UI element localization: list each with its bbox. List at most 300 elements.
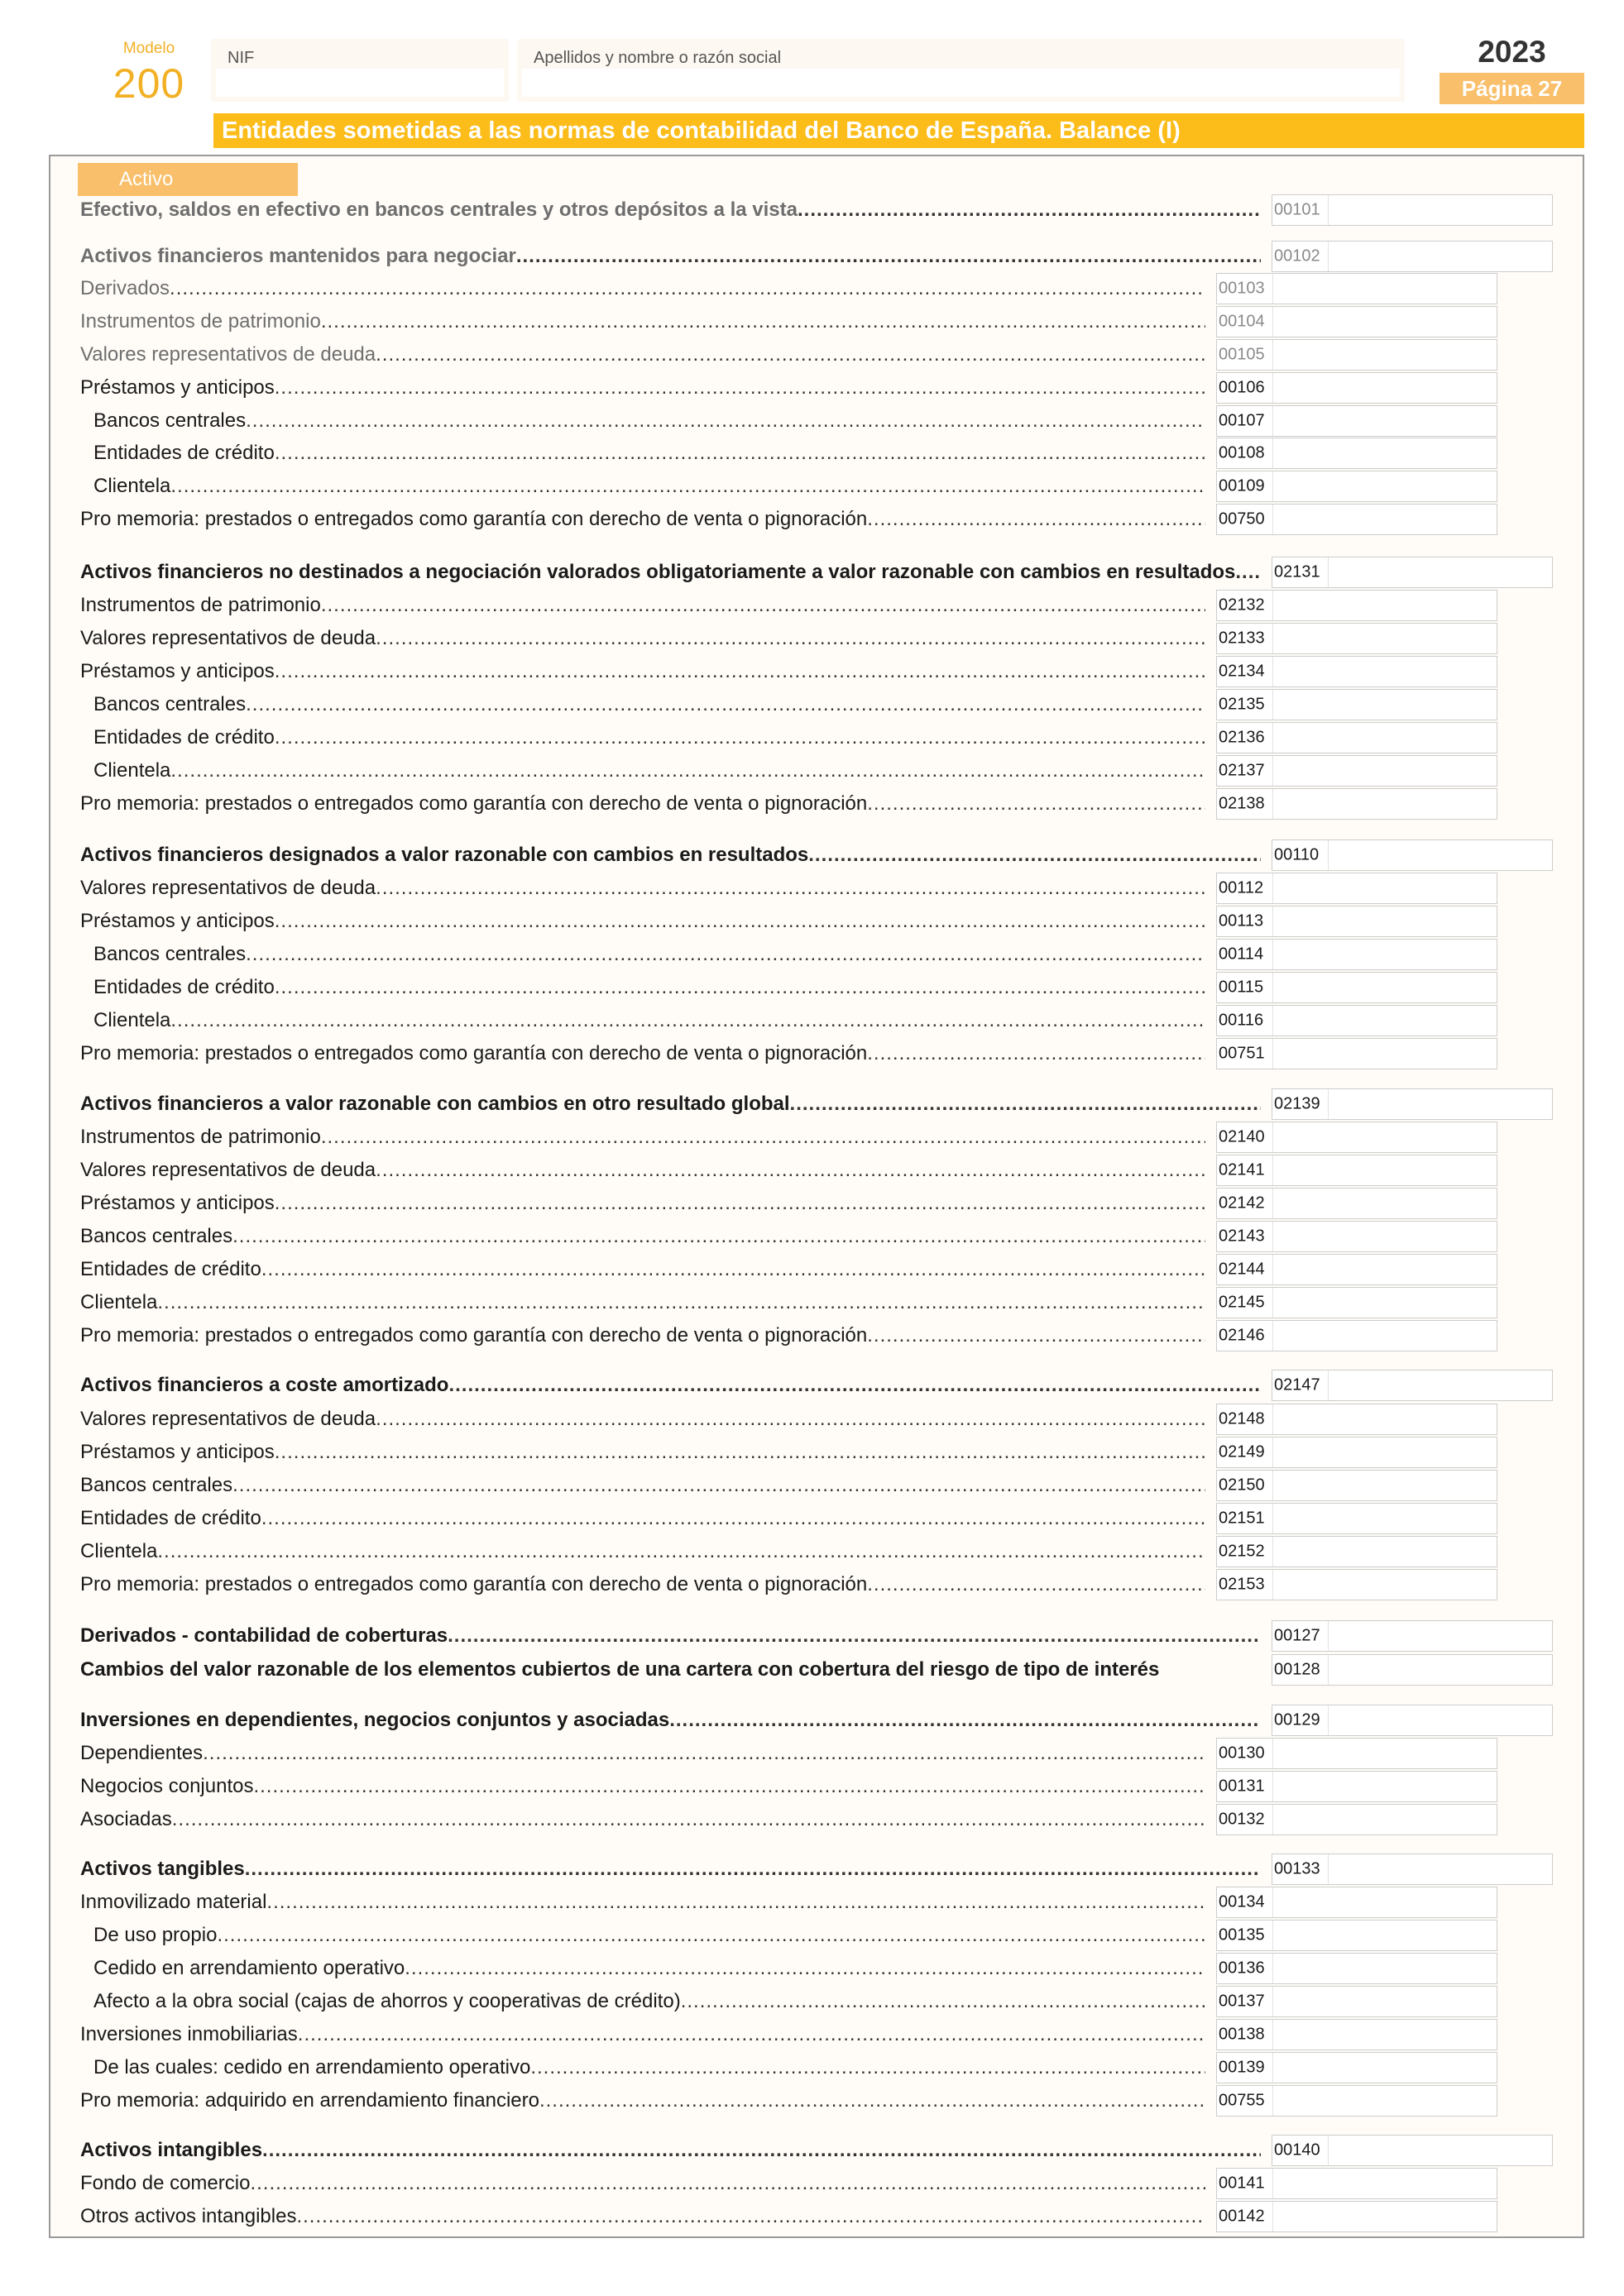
amount-input-02142[interactable] xyxy=(1272,1189,1497,1218)
form-row-00105 xyxy=(50,339,1584,371)
box-code: 00105 xyxy=(1219,345,1265,364)
row-label-text: Fondo de comercio xyxy=(80,2172,251,2194)
row-label xyxy=(93,409,1205,433)
box-code: 02135 xyxy=(1219,695,1265,714)
nif-box xyxy=(211,39,509,102)
row-label xyxy=(80,844,1261,867)
dot-leader xyxy=(790,1093,1261,1116)
amount-input-02134[interactable] xyxy=(1272,657,1497,686)
box-code: 02147 xyxy=(1274,1375,1320,1394)
row-label-text: De las cuales: cedido en arrendamiento operativo xyxy=(93,2056,531,2078)
row-label xyxy=(80,1192,1205,1215)
dot-leader xyxy=(170,759,1205,782)
dot-leader xyxy=(321,1126,1205,1149)
row-label xyxy=(80,1291,1205,1314)
form-row-00110 xyxy=(50,839,1584,871)
box-code: 00130 xyxy=(1219,1744,1265,1763)
form-row-02149 xyxy=(50,1437,1584,1468)
form-row-02151 xyxy=(50,1503,1584,1534)
row-label-text: Entidades de crédito xyxy=(93,726,275,749)
dot-leader xyxy=(867,1324,1205,1347)
dot-leader xyxy=(867,792,1205,816)
row-label-text: Valores representativos de deuda xyxy=(80,1408,376,1430)
form-row-00113 xyxy=(50,906,1584,937)
row-label-text: Bancos centrales xyxy=(93,693,247,715)
amount-input-02153[interactable] xyxy=(1272,1570,1497,1600)
row-label xyxy=(93,976,1205,999)
dot-leader xyxy=(376,1159,1205,1182)
form-row-00138 xyxy=(50,2019,1584,2050)
row-label-text: Dependientes xyxy=(80,1742,204,1764)
box-code: 00131 xyxy=(1219,1777,1265,1796)
box-code: 02134 xyxy=(1219,662,1265,681)
amount-input-02143[interactable] xyxy=(1272,1222,1497,1251)
box-code: 00755 xyxy=(1219,2091,1265,2110)
row-label-text: Valores representativos de deuda xyxy=(80,1159,376,1181)
row-label-text: Préstamos y anticipos xyxy=(80,660,275,682)
row-label xyxy=(80,2089,1205,2112)
box-code: 02133 xyxy=(1219,629,1265,648)
form-row-02153 xyxy=(50,1569,1584,1600)
row-label-text: Clientela xyxy=(93,759,171,782)
form-row-00131 xyxy=(50,1771,1584,1802)
row-label xyxy=(80,561,1261,584)
amount-input-02152[interactable] xyxy=(1272,1537,1497,1567)
row-label xyxy=(80,1159,1205,1182)
form-row-02142 xyxy=(50,1188,1584,1219)
row-label-text: Entidades de crédito xyxy=(93,976,275,998)
name-input[interactable] xyxy=(522,69,1400,97)
row-label-text: Pro memoria: prestados o entregados como garantía con derecho de venta o pignoración xyxy=(80,1324,868,1347)
row-label-text: Derivados - contabilidad de coberturas xyxy=(80,1624,448,1647)
amount-input-02135[interactable] xyxy=(1272,690,1497,720)
row-label xyxy=(93,1924,1205,1947)
row-label-text: Instrumentos de patrimonio xyxy=(80,1126,321,1148)
amount-input-00106[interactable] xyxy=(1272,373,1497,403)
form-row-02143 xyxy=(50,1221,1584,1252)
form-row-02146 xyxy=(50,1320,1584,1351)
form-row-00106 xyxy=(50,372,1584,404)
row-label xyxy=(80,877,1205,900)
amount-input-02140[interactable] xyxy=(1272,1122,1497,1152)
page-number-badge: Página 27 xyxy=(1440,73,1584,104)
amount-input-00108[interactable] xyxy=(1272,438,1497,468)
amount-input-00133[interactable] xyxy=(1328,1854,1552,1884)
box-code: 00142 xyxy=(1219,2207,1265,2226)
row-label xyxy=(80,1624,1261,1648)
row-label-text: Efectivo, saldos en efectivo en bancos centrales y otros depósitos a la vista xyxy=(80,199,798,221)
amount-input-00116[interactable] xyxy=(1272,1006,1497,1036)
box-code: 02145 xyxy=(1219,1293,1265,1312)
row-label xyxy=(80,1742,1205,1765)
form-row-00104 xyxy=(50,306,1584,337)
dot-leader xyxy=(170,475,1205,498)
row-label-text: Pro memoria: adquirido en arrendamiento financiero xyxy=(80,2089,539,2112)
form-row-02133 xyxy=(50,623,1584,654)
row-label xyxy=(80,508,1205,531)
dot-leader xyxy=(376,627,1205,650)
dot-leader xyxy=(172,1808,1205,1831)
box-code: 02141 xyxy=(1219,1160,1265,1179)
form-row-02148 xyxy=(50,1404,1584,1435)
modelo-label: Modelo xyxy=(122,40,175,57)
form-row-02145 xyxy=(50,1287,1584,1318)
amount-input-00136[interactable] xyxy=(1272,1954,1497,1983)
form-row-00109 xyxy=(50,471,1584,502)
box-code: 00140 xyxy=(1274,2141,1320,2160)
amount-input-02132[interactable] xyxy=(1272,591,1497,620)
amount-input-00128[interactable] xyxy=(1328,1655,1552,1685)
amount-input-02150[interactable] xyxy=(1272,1471,1497,1500)
row-label xyxy=(80,1891,1205,1914)
amount-input-00109[interactable] xyxy=(1272,471,1497,501)
row-label-text: Préstamos y anticipos xyxy=(80,1441,275,1463)
dot-leader xyxy=(275,376,1205,399)
amount-input-00102[interactable] xyxy=(1328,242,1552,271)
amount-input-02131[interactable] xyxy=(1328,557,1552,587)
dot-leader xyxy=(1235,561,1261,584)
row-label-text: Bancos centrales xyxy=(93,943,247,965)
row-label xyxy=(80,1775,1205,1798)
form-row-02140 xyxy=(50,1122,1584,1153)
box-code: 00109 xyxy=(1219,476,1265,495)
box-code: 00110 xyxy=(1274,845,1320,864)
form-row-00132 xyxy=(50,1804,1584,1835)
box-code: 02144 xyxy=(1219,1260,1265,1279)
amount-input-00127[interactable] xyxy=(1328,1621,1552,1651)
amount-input-00137[interactable] xyxy=(1272,1987,1497,2016)
row-label xyxy=(93,693,1205,716)
amount-input-00142[interactable] xyxy=(1272,2202,1497,2231)
nif-input[interactable] xyxy=(216,69,504,97)
amount-input-00110[interactable] xyxy=(1328,840,1552,870)
dot-leader xyxy=(157,1291,1205,1314)
form-row-00751 xyxy=(50,1038,1584,1069)
dot-leader xyxy=(275,910,1205,933)
balance-form xyxy=(49,155,1584,2238)
form-row-02141 xyxy=(50,1155,1584,1186)
form-row-02132 xyxy=(50,590,1584,621)
amount-input-00114[interactable] xyxy=(1272,940,1497,969)
amount-input-02148[interactable] xyxy=(1272,1404,1497,1434)
box-code: 00134 xyxy=(1219,1892,1265,1911)
form-row-00140 xyxy=(50,2135,1584,2166)
dot-leader xyxy=(157,1540,1205,1563)
dot-leader xyxy=(867,1042,1205,1065)
row-label xyxy=(80,1258,1205,1281)
row-label xyxy=(80,1808,1205,1831)
name-box xyxy=(517,39,1405,102)
amount-input-02136[interactable] xyxy=(1272,723,1497,753)
row-label xyxy=(80,277,1205,300)
form-row-00142 xyxy=(50,2201,1584,2232)
row-label xyxy=(80,792,1205,816)
box-code: 00115 xyxy=(1219,978,1264,997)
dot-leader xyxy=(808,844,1261,867)
row-label-text: Inmovilizado material xyxy=(80,1891,267,1913)
dot-leader xyxy=(321,310,1205,333)
row-label-text: Derivados xyxy=(80,277,170,299)
dot-leader xyxy=(798,199,1261,222)
row-label-text: Instrumentos de patrimonio xyxy=(80,310,321,332)
dot-leader xyxy=(203,1742,1205,1765)
amount-input-00101[interactable] xyxy=(1328,195,1552,225)
box-code: 00132 xyxy=(1219,1810,1265,1829)
dot-leader xyxy=(275,726,1205,749)
amount-input-02137[interactable] xyxy=(1272,756,1497,786)
dot-leader xyxy=(261,1507,1205,1530)
box-code: 02148 xyxy=(1219,1409,1265,1428)
box-code: 00139 xyxy=(1219,2058,1265,2077)
form-row-02150 xyxy=(50,1470,1584,1501)
dot-leader xyxy=(253,1775,1205,1798)
amount-input-02133[interactable] xyxy=(1272,624,1497,653)
box-code: 00133 xyxy=(1274,1859,1320,1878)
form-row-00112 xyxy=(50,873,1584,904)
form-row-00141 xyxy=(50,2168,1584,2199)
amount-input-00138[interactable] xyxy=(1272,2020,1497,2050)
row-label xyxy=(80,1225,1205,1248)
dot-leader xyxy=(232,1225,1205,1248)
row-label-text: Negocios conjuntos xyxy=(80,1775,254,1797)
box-code: 00103 xyxy=(1219,279,1265,298)
amount-input-00131[interactable] xyxy=(1272,1772,1497,1801)
amount-input-00112[interactable] xyxy=(1272,873,1497,903)
row-label-text: Entidades de crédito xyxy=(80,1507,261,1529)
amount-input-00113[interactable] xyxy=(1272,906,1497,936)
amount-input-02145[interactable] xyxy=(1272,1288,1497,1318)
dot-leader xyxy=(296,2205,1205,2228)
box-code: 02140 xyxy=(1219,1127,1265,1146)
row-label-text: Cambios del valor razonable de los elementos cubiertos de una cartera con cobertura del riesgo de tipo de interés xyxy=(80,1658,1160,1681)
row-label-text: Activos financieros a valor razonable con cambios en otro resultado global xyxy=(80,1093,790,1115)
dot-leader xyxy=(246,409,1205,433)
amount-input-00751[interactable] xyxy=(1272,1039,1497,1069)
row-label-text: Préstamos y anticipos xyxy=(80,376,275,399)
row-label-text: Inversiones inmobiliarias xyxy=(80,2023,298,2045)
box-code: 00114 xyxy=(1219,945,1264,964)
amount-input-02141[interactable] xyxy=(1272,1155,1497,1185)
form-row-00135 xyxy=(50,1920,1584,1951)
form-row-02147 xyxy=(50,1370,1584,1401)
dot-leader xyxy=(217,1924,1205,1947)
form-row-00136 xyxy=(50,1953,1584,1984)
form-row-00133 xyxy=(50,1854,1584,1885)
row-label-text: Cedido en arrendamiento operativo xyxy=(93,1957,405,1979)
row-label xyxy=(80,2139,1261,2162)
row-label-text: Entidades de crédito xyxy=(80,1258,261,1280)
row-label xyxy=(80,627,1205,650)
row-label-text: Activos financieros mantenidos para negociar xyxy=(80,245,516,267)
amount-input-00750[interactable] xyxy=(1272,505,1497,534)
form-row-00107 xyxy=(50,405,1584,437)
dot-leader xyxy=(275,660,1205,683)
row-label-text: Bancos centrales xyxy=(93,409,247,432)
box-code: 00751 xyxy=(1219,1044,1265,1063)
amount-input-02146[interactable] xyxy=(1272,1321,1497,1351)
box-code: 02131 xyxy=(1274,562,1320,581)
dot-leader xyxy=(232,1474,1205,1497)
box-code: 02151 xyxy=(1219,1509,1265,1528)
row-label xyxy=(80,1374,1261,1397)
dot-leader xyxy=(266,1891,1205,1914)
row-label xyxy=(80,1474,1205,1497)
box-code: 00104 xyxy=(1219,312,1265,331)
row-label xyxy=(80,1441,1205,1464)
row-label xyxy=(80,2023,1205,2046)
row-label xyxy=(80,1658,1261,1681)
row-label xyxy=(80,2205,1205,2228)
dot-leader xyxy=(405,1957,1205,1980)
amount-input-00130[interactable] xyxy=(1272,1739,1497,1768)
row-label xyxy=(80,1408,1205,1431)
amount-input-02149[interactable] xyxy=(1272,1437,1497,1467)
dot-leader xyxy=(376,1408,1205,1431)
form-row-00103 xyxy=(50,273,1584,304)
form-row-00750 xyxy=(50,504,1584,535)
dot-leader xyxy=(275,1192,1205,1215)
amount-input-02138[interactable] xyxy=(1272,789,1497,819)
dot-leader xyxy=(539,2089,1205,2112)
box-code: 00113 xyxy=(1219,911,1264,930)
dot-leader xyxy=(275,442,1205,465)
row-label xyxy=(93,1957,1205,1980)
form-row-00139 xyxy=(50,2052,1584,2083)
form-row-02139 xyxy=(50,1088,1584,1120)
amount-input-00141[interactable] xyxy=(1272,2169,1497,2198)
dot-leader xyxy=(170,1009,1205,1032)
section-tab-activo: Activo xyxy=(78,163,298,196)
row-label-text: Otros activos intangibles xyxy=(80,2205,297,2227)
row-label-text: Préstamos y anticipos xyxy=(80,910,275,932)
amount-input-00104[interactable] xyxy=(1272,307,1497,337)
amount-input-00140[interactable] xyxy=(1328,2136,1552,2165)
box-code: 00101 xyxy=(1274,200,1320,219)
row-label xyxy=(93,726,1205,749)
box-code: 02142 xyxy=(1219,1193,1265,1213)
form-row-02137 xyxy=(50,755,1584,787)
form-row-00116 xyxy=(50,1005,1584,1036)
dot-leader xyxy=(246,943,1205,966)
amount-input-02151[interactable] xyxy=(1272,1504,1497,1533)
row-label-text: Pro memoria: prestados o entregados como garantía con derecho de venta o pignoración xyxy=(80,508,868,530)
form-header xyxy=(0,0,1624,157)
row-label-text: Préstamos y anticipos xyxy=(80,1192,275,1214)
box-code: 00136 xyxy=(1219,1959,1265,1978)
box-code: 00750 xyxy=(1219,509,1265,529)
row-label xyxy=(80,910,1205,933)
row-label-text: Asociadas xyxy=(80,1808,172,1830)
amount-input-00135[interactable] xyxy=(1272,1921,1497,1950)
box-code: 00106 xyxy=(1219,378,1265,397)
form-row-00114 xyxy=(50,939,1584,970)
row-label-text: Valores representativos de deuda xyxy=(80,877,376,899)
form-row-02136 xyxy=(50,722,1584,753)
dot-leader xyxy=(275,976,1205,999)
row-label xyxy=(80,343,1205,366)
row-label xyxy=(93,943,1205,966)
amount-input-02139[interactable] xyxy=(1328,1089,1552,1119)
amount-input-00755[interactable] xyxy=(1272,2086,1497,2116)
form-row-02135 xyxy=(50,689,1584,720)
row-label-text: Clientela xyxy=(80,1291,158,1313)
box-code: 02152 xyxy=(1219,1542,1265,1561)
row-label xyxy=(80,1709,1261,1732)
row-label xyxy=(80,376,1205,399)
box-code: 00108 xyxy=(1219,443,1265,462)
amount-input-02147[interactable] xyxy=(1328,1370,1552,1400)
row-label xyxy=(80,1540,1205,1563)
amount-input-00129[interactable] xyxy=(1328,1705,1552,1735)
row-label xyxy=(80,1573,1205,1596)
dot-leader xyxy=(669,1709,1261,1732)
dot-leader xyxy=(867,1573,1205,1596)
dot-leader xyxy=(261,1258,1205,1281)
dot-leader xyxy=(516,245,1261,268)
box-code: 00107 xyxy=(1219,411,1265,430)
form-row-00755 xyxy=(50,2085,1584,2117)
dot-leader xyxy=(867,508,1205,531)
row-label xyxy=(80,245,1261,268)
form-row-02131 xyxy=(50,557,1584,588)
box-code: 00138 xyxy=(1219,2025,1265,2044)
amount-input-00105[interactable] xyxy=(1272,340,1497,370)
row-label-text: Activos tangibles xyxy=(80,1858,245,1880)
form-row-00137 xyxy=(50,1986,1584,2017)
form-row-00134 xyxy=(50,1887,1584,1918)
box-code: 02139 xyxy=(1274,1094,1320,1113)
box-code: 00116 xyxy=(1219,1011,1264,1030)
form-row-02144 xyxy=(50,1254,1584,1285)
row-label xyxy=(93,1009,1205,1032)
row-label xyxy=(93,475,1205,498)
form-row-00108 xyxy=(50,438,1584,469)
amount-input-00132[interactable] xyxy=(1272,1805,1497,1834)
form-row-00127 xyxy=(50,1620,1584,1652)
amount-input-00134[interactable] xyxy=(1272,1887,1497,1917)
row-label xyxy=(80,310,1205,333)
amount-input-02144[interactable] xyxy=(1272,1255,1497,1284)
name-label: Apellidos y nombre o razón social xyxy=(534,49,782,67)
amount-input-00107[interactable] xyxy=(1272,406,1497,436)
box-code: 00129 xyxy=(1274,1710,1320,1729)
nif-label: NIF xyxy=(228,49,255,67)
row-label-text: De uso propio xyxy=(93,1924,218,1946)
dot-leader xyxy=(448,1374,1261,1397)
modelo-number: 200 xyxy=(113,60,185,107)
row-label-text: Clientela xyxy=(80,1540,158,1562)
row-label-text: Bancos centrales xyxy=(80,1474,233,1496)
form-row-00130 xyxy=(50,1738,1584,1769)
row-label xyxy=(80,1042,1205,1065)
row-label-text: Entidades de crédito xyxy=(93,442,275,464)
amount-input-00103[interactable] xyxy=(1272,274,1497,304)
box-code: 02149 xyxy=(1219,1442,1265,1461)
amount-input-00115[interactable] xyxy=(1272,973,1497,1002)
row-label xyxy=(80,1858,1261,1881)
form-row-00115 xyxy=(50,972,1584,1003)
form-row-00129 xyxy=(50,1705,1584,1736)
row-label-text: Activos intangibles xyxy=(80,2139,263,2161)
row-label xyxy=(80,1093,1261,1116)
row-label xyxy=(80,1324,1205,1347)
box-code: 02153 xyxy=(1219,1575,1265,1594)
amount-input-00139[interactable] xyxy=(1272,2053,1497,2083)
dot-leader xyxy=(376,877,1205,900)
dot-leader xyxy=(170,277,1205,300)
row-label-text: Valores representativos de deuda xyxy=(80,627,376,649)
box-code: 02132 xyxy=(1219,596,1265,615)
